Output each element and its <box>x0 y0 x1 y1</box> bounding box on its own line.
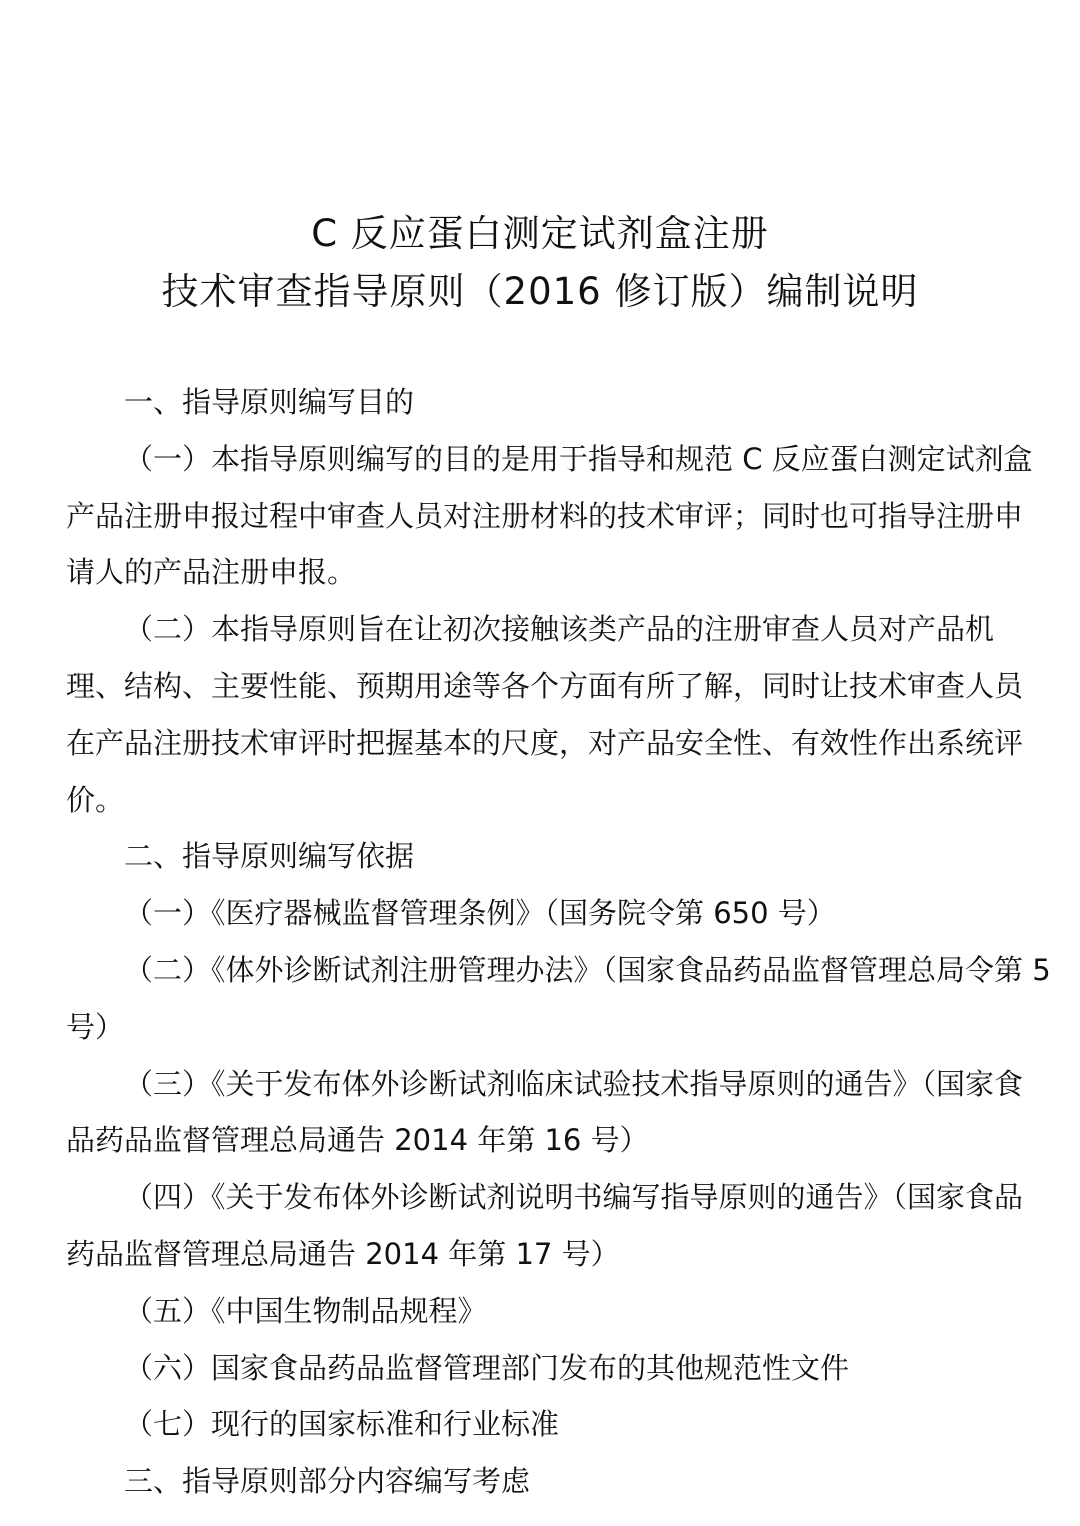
text-line: （五）《中国生物制品规程》 <box>124 1293 487 1328</box>
text-line: 号） <box>66 1009 125 1044</box>
text-line: 一、指导原则编写目的 <box>124 385 415 419</box>
text-line: 价。 <box>66 782 125 817</box>
paragraph-1-1 <box>66 431 1033 601</box>
text-line: 理、结构、主要性能、预期用途等各个方面有所了解，同时让技术审查人员 <box>66 668 1024 703</box>
text-line: （二）本指导原则旨在让初次接触该类产品的注册审查人员对产品机 <box>124 612 995 647</box>
section-heading-3 <box>66 1453 1016 1510</box>
text-line: 药品监督管理总局通告 2014 年第 17 号） <box>66 1236 620 1271</box>
paragraph-2-3 <box>66 1056 1024 1170</box>
text-line: 品药品监督管理总局通告 2014 年第 16 号） <box>66 1123 649 1158</box>
text-line: 三、指导原则部分内容编写考虑 <box>124 1464 531 1499</box>
section-heading-1 <box>66 374 1016 431</box>
document-body <box>66 374 1051 1510</box>
title-line-1: C 反应蛋白测定试剂盒注册 <box>311 212 769 255</box>
text-line: 二、指导原则编写依据 <box>124 839 415 874</box>
text-line: （六）国家食品药品监督管理部门发布的其他规范性文件 <box>124 1350 850 1385</box>
paragraph-2-7 <box>66 1396 1016 1453</box>
paragraph-2-6 <box>66 1340 1016 1397</box>
text-line: （一）《医疗器械监督管理条例》（国务院令第 650 号） <box>124 896 836 931</box>
title-line-2: 技术审查指导原则（2016 修订版）编制说明 <box>161 270 919 313</box>
text-line: 产品注册申报过程中审查人员对注册材料的技术审评；同时也可指导注册申 <box>66 498 1024 533</box>
paragraph-2-4 <box>66 1169 1024 1283</box>
section-heading-2 <box>66 828 1016 885</box>
text-line: （二）《体外诊断试剂注册管理办法》（国家食品药品监督管理总局令第 5 <box>124 952 1051 987</box>
paragraph-2-2 <box>66 942 1051 1056</box>
paragraph-2-5 <box>66 1283 1016 1340</box>
paragraph-1-2 <box>66 601 1024 828</box>
paragraph-2-1 <box>66 885 1016 942</box>
document-title <box>0 205 1080 321</box>
text-line: 请人的产品注册申报。 <box>66 555 357 590</box>
text-line: （三）《关于发布体外诊断试剂临床试验技术指导原则的通告》（国家食 <box>124 1066 1024 1101</box>
text-line: 在产品注册技术审评时把握基本的尺度，对产品安全性、有效性作出系统评 <box>66 725 1024 760</box>
text-line: （七）现行的国家标准和行业标准 <box>124 1407 560 1442</box>
text-line: （一）本指导原则编写的目的是用于指导和规范 C 反应蛋白测定试剂盒 <box>124 441 1033 476</box>
text-line: （四）《关于发布体外诊断试剂说明书编写指导原则的通告》（国家食品 <box>124 1180 1024 1215</box>
